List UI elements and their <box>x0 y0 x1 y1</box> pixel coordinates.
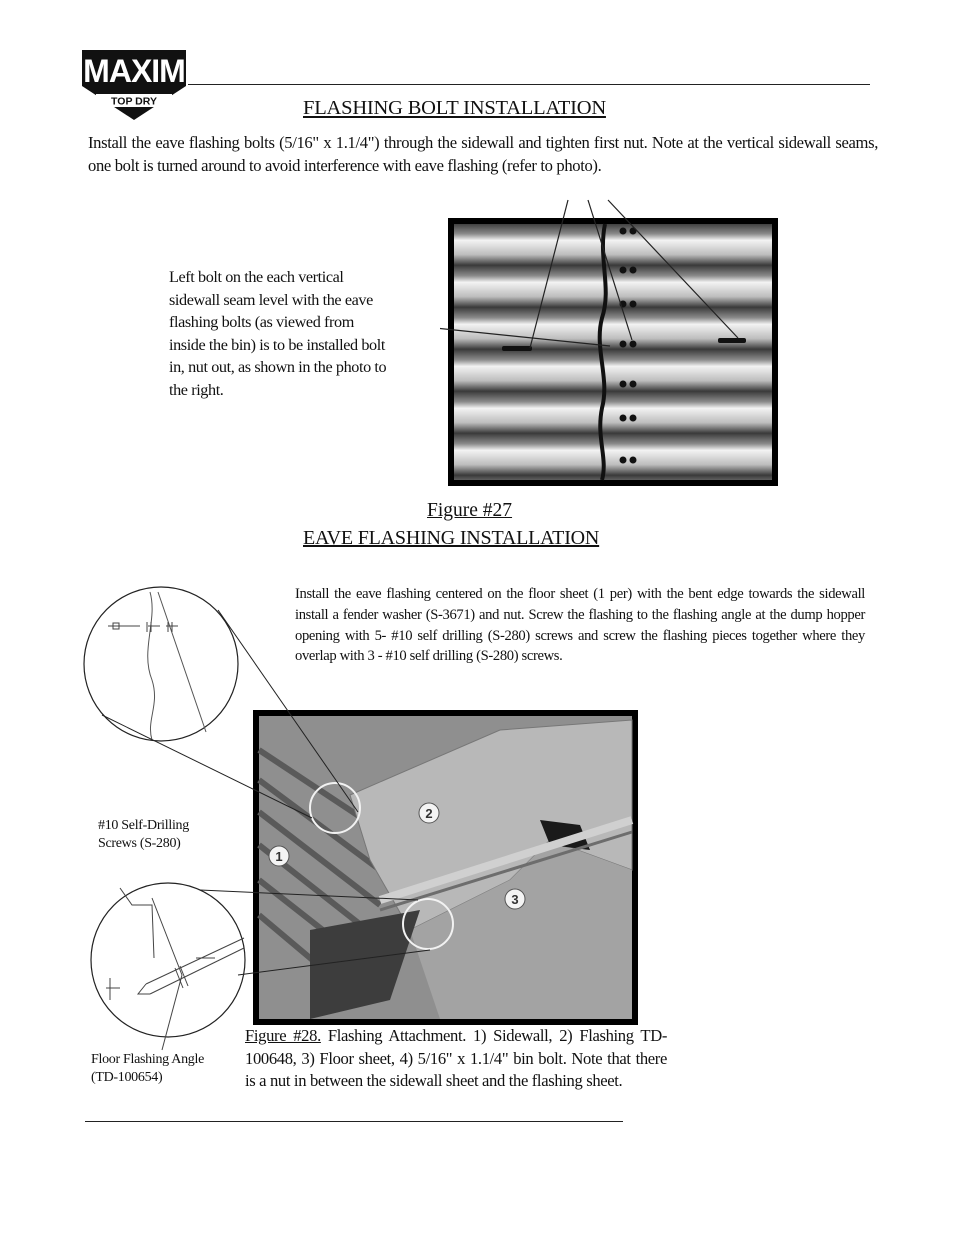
screws-label-line: #10 Self-Drilling <box>98 818 189 833</box>
figure-28-photo <box>253 710 638 1025</box>
figure-28-caption-text: Flashing Attachment. 1) Sidewall, 2) Flashing TD-100648, 3) Floor sheet, 4) 5/16" x 1.1/4" bin bolt. Note that there is a nut in between the sidewall sheet and the flashing sheet. <box>245 1026 668 1091</box>
photo-note-line: the right. <box>169 380 224 399</box>
logo-wordmark: MAXIM <box>83 53 185 89</box>
photo-note <box>169 266 444 402</box>
screws-label <box>98 817 189 853</box>
header-rule <box>188 84 870 85</box>
photo-note-line: sidewall seam level with the eave <box>169 290 373 309</box>
photo-note-line: flashing bolts (as viewed from <box>169 313 354 332</box>
figure-27-label: Figure #27 <box>427 500 513 521</box>
section-title-flashing-bolt: FLASHING BOLT INSTALLATION <box>303 97 606 119</box>
section-title-eave-flashing: EAVE FLASHING INSTALLATION <box>303 527 600 549</box>
photo-note-line: inside the bin) is to be installed bolt <box>169 335 385 354</box>
figure-28-caption <box>245 1025 667 1093</box>
photo-note-line: in, nut out, as shown in the photo to <box>169 358 387 377</box>
flashing-angle-label-line: Floor Flashing Angle <box>91 1052 205 1067</box>
screws-label-line: Screws (S-280) <box>98 836 181 851</box>
logo-subtext: TOP DRY <box>111 95 157 108</box>
callout-2: 2 <box>425 806 433 821</box>
photo-note-line: Left bolt on the each vertical <box>169 268 344 286</box>
maxim-top-dry-logo <box>82 50 186 120</box>
detail-circle-flashing-angle <box>91 883 245 1050</box>
footer-rule <box>85 1121 623 1122</box>
figure-28-label: Figure #28. <box>245 1026 321 1045</box>
flashing-angle-label <box>91 1051 204 1087</box>
callout-3: 3 <box>511 892 519 907</box>
intro-paragraph: Install the eave flashing bolts (5/16" x 1.1/4") through the sidewall and tighten first nut. Note at the vertical sidewall seams, one bolt is turned around to avoid interference with eave flashing (refer to photo). <box>88 133 878 175</box>
callout-1: 1 <box>275 849 283 864</box>
flashing-angle-label-line: (TD-100654) <box>91 1070 163 1085</box>
eave-flashing-paragraph: Install the eave flashing centered on the floor sheet (1 per) with the bent edge towards the sidewall install a fender washer (S-3671) and nut. Screw the flashing to the flashing angle at the dump hopper opening with 5- #10 self drilling (S-280) screws and screw the flashing pieces together where they overlap with 3 - #10 self drilling (S-280) screws. <box>295 586 865 665</box>
figure-27-photo <box>440 198 785 490</box>
